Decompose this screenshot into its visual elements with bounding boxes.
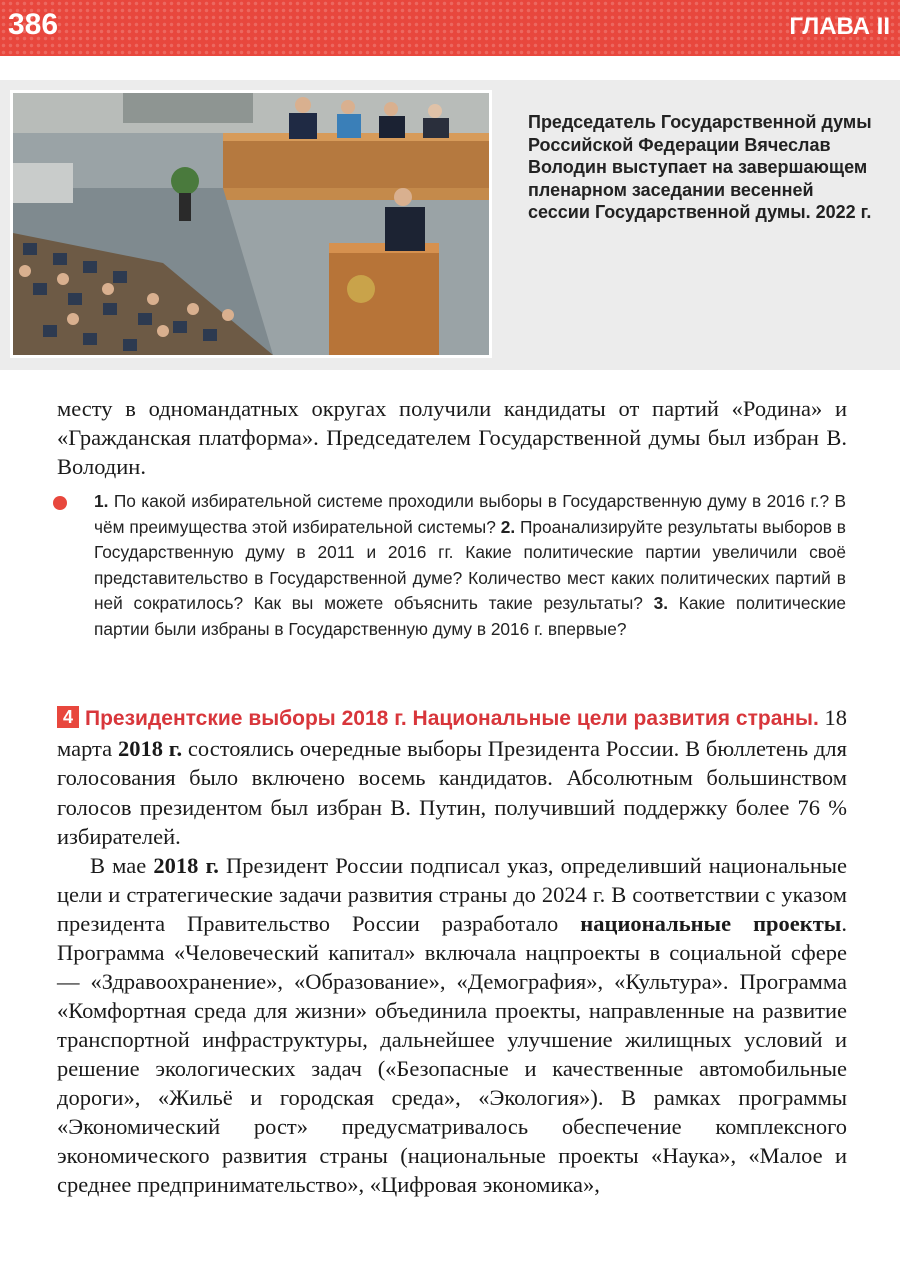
question-number: 1. <box>94 491 109 511</box>
section-presidential-elections <box>57 703 847 852</box>
section-title: Президентские выборы 2018 г. Национальные цели развития страны. <box>85 707 819 730</box>
question-text: По какой избирательной системе проходили выборы в Государственную думу в 2016 г.? В чём преимущества этой избирательной системы? <box>94 491 846 537</box>
question-text: Проанализируйте результаты выборов в Государственную думу в 2011 и 2016 гг. Какие политические партии увеличили своё представительство в Государственной думе? Количество мест каких политических партий в ней сократилось? Как вы можете объяснить такие результаты? <box>94 516 846 613</box>
questions-bullet-icon <box>53 496 67 510</box>
question-number: 2. <box>500 516 516 537</box>
paragraph-year: 2018 г. <box>153 853 219 878</box>
paragraph-national-projects <box>57 851 847 1199</box>
question-number: 3. <box>653 593 669 613</box>
figure-box <box>0 80 900 370</box>
paragraph-text: В мае <box>90 853 147 878</box>
section-text: 18 марта <box>57 705 847 761</box>
chapter-label: ГЛАВА II <box>789 13 890 40</box>
section-number-badge: 4 <box>57 706 79 728</box>
page-header <box>0 0 900 56</box>
paragraph-text: . Программа «Человеческий капитал» включала нацпроекты в социальной сфере — «Здравоохранение», «Образование», «Демография», «Культура». Программа «Комфортная среда для жизни» объединила проекты, направленные на развитие транспортной инфраструктуры, дальнейшее улучшение жилищных условий и решение экологических задач («Безопасные и качественные автомобильные дороги», «Жильё и городская среда», «Экология»). В рамках программы «Экономический рост» предусматривалось обеспечение комплексного экономического развития страны (национальные проекты «Наука», «Малое и среднее предпринимательство», «Цифровая экономика», <box>57 911 847 1197</box>
page-number: 386 <box>8 8 59 41</box>
questions-block <box>94 489 846 642</box>
photo-caption: Председатель Государственной думы Российской Федерации Вячеслав Володин выступает на завершающем пленарном заседании весенней сессии Государственной думы. 2022 г. <box>528 112 872 222</box>
section-text: состоялись очередные выборы Президента России. В бюллетень для голосования было включено восемь кандидатов. Абсолютным большинством голосов президентом был избран В. Путин, получивший поддержку более 76 % избирателей. <box>57 735 848 849</box>
national-projects-term: национальные проекты <box>580 911 842 936</box>
paragraph-text: Президент России подписал указ, определивший национальные цели и стратегические задачи развития страны до 2024 г. В соответствии с указом президента Правительство России разработало <box>57 853 848 936</box>
duma-session-photo <box>10 90 492 358</box>
question-text: Какие политические партии были избраны в Государственную думу в 2016 г. впервые? <box>94 593 846 639</box>
paragraph-duma-results: месту в одномандатных округах получили кандидаты от партий «Родина» и «Гражданская платформа». Председателем Государственной думы был избран В. Володин. <box>57 396 847 479</box>
section-year: 2018 г. <box>117 735 183 761</box>
